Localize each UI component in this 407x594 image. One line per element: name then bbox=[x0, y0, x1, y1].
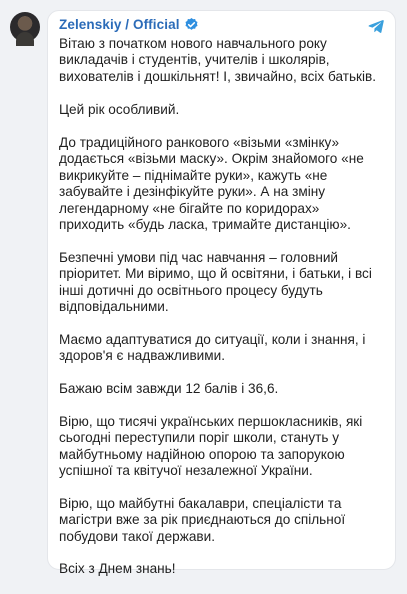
post-card bbox=[47, 10, 396, 577]
post-paragraph: Бажаю всім завжди 12 балів і 36,6. bbox=[59, 381, 279, 397]
telegram-logo-icon[interactable] bbox=[367, 17, 385, 35]
post-paragraph: Вірю, що майбутні бакалаври, спеціалісти та магістри вже за рік приєднаються до спільної побудови такої держави. bbox=[59, 495, 346, 544]
channel-name[interactable]: Zelenskiy / Official bbox=[59, 16, 180, 32]
post-paragraph: Маємо адаптуватися до ситуації, коли і знання, і здоров'я є надважливими. bbox=[59, 331, 366, 364]
post-paragraph: Цей рік особливий. bbox=[59, 102, 180, 118]
verified-badge-icon bbox=[184, 16, 200, 32]
channel-avatar[interactable] bbox=[10, 12, 40, 42]
post-header bbox=[59, 16, 200, 32]
post-paragraph: Безпечні умови під час навчання – головний пріоритет. Ми віримо, що й освітяни, і батьки, і всі інші дотичні до освітнього процесу будуть відповідальними. bbox=[59, 249, 372, 315]
post-paragraph: Вітаю з початком нового навчального року викладачів і студентів, учителів і школярів, вихователів і дошкільнят! І, звичайно, всіх батьків. bbox=[59, 36, 377, 84]
post-paragraph: Всіх з Днем знань! bbox=[59, 561, 176, 577]
post-paragraph: До традиційного ранкового «візьми «змінку» додається «візьми маску». Окрім знайомого «не викрикуйте – піднімайте руки», кажуть «не забувайте і дезінфікуйте руки». А на зміну легендарному «не бігайте по коридорах» приходить «будь ласка, тримайте дистанцію». bbox=[59, 135, 364, 233]
post-paragraph: Вірю, що тисячі українських першокласників, які сьогодні переступили поріг школи, стануть у майбутньому надійною опорою та запорукою успішної та квітучої незалежної України. bbox=[59, 413, 363, 479]
post-text bbox=[59, 36, 381, 594]
